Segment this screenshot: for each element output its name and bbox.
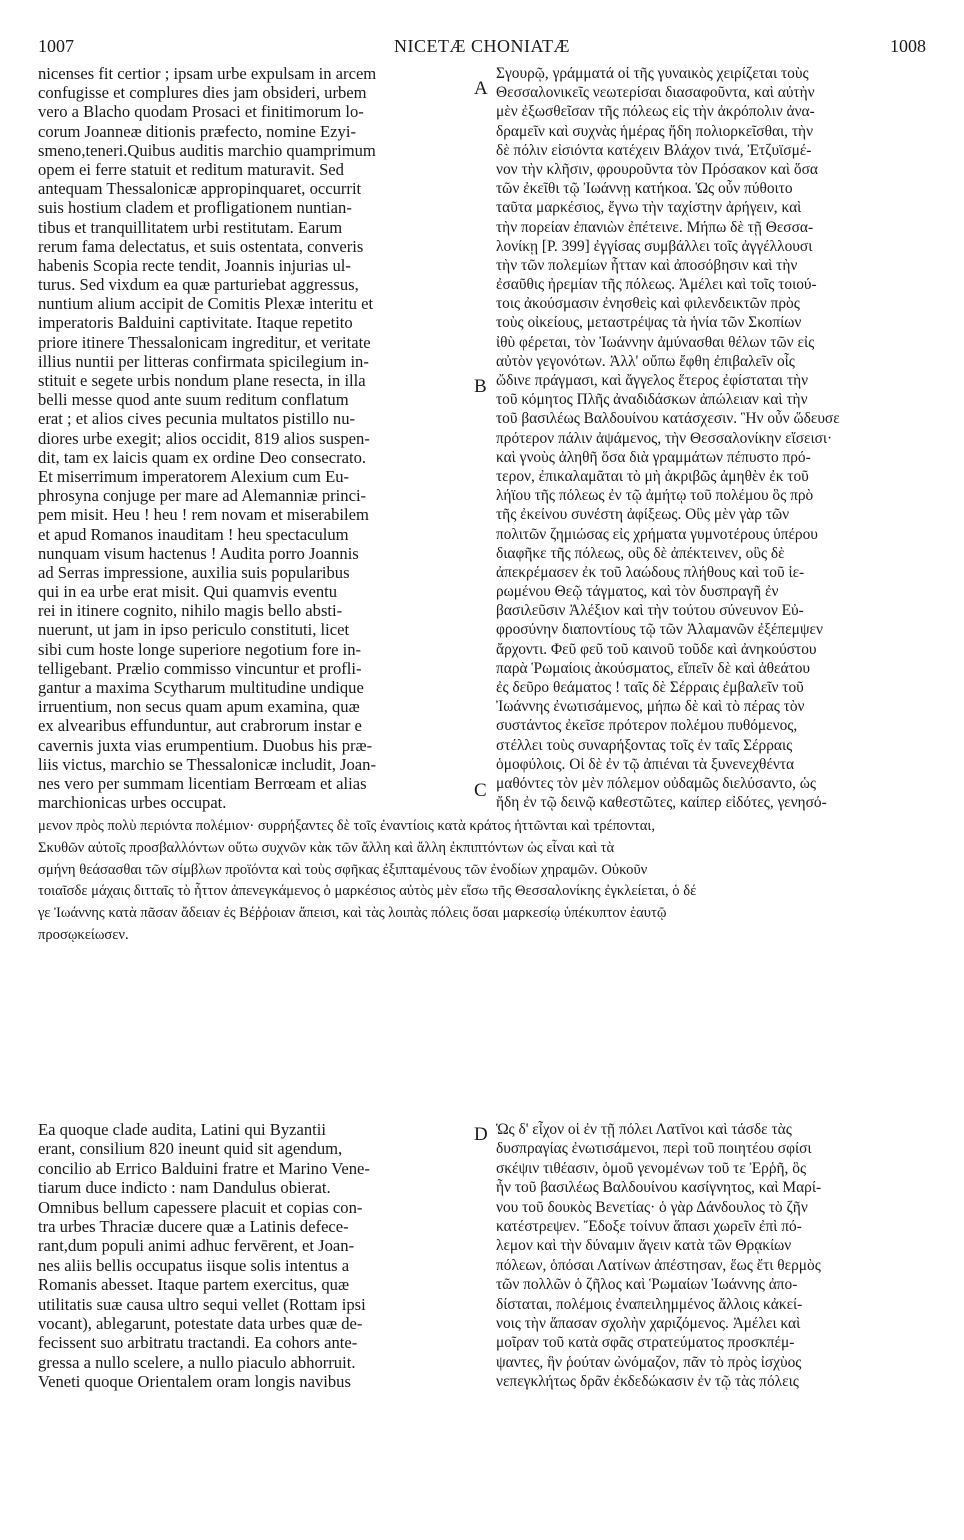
latin-text-line: phrosyna conjuge per mare ad Alemanniæ princi- xyxy=(38,486,367,506)
greek-text-line: ἐσαῦθις ἠρεμίαν τῆς πόλεως. Ἀμέλει καὶ τοῖς τοιού- xyxy=(496,276,817,294)
greek-text-line: Σκυθῶν αὐτοῖς προσβαλλόντων οὕτω συχνῶν κὰκ τῶν ἄλλη καὶ ἄλλη ἐκπιπτόντων ὡς εἶναι καὶ τὰ xyxy=(38,839,615,856)
page-number-right: 1008 xyxy=(890,36,926,56)
latin-text-line: nuntium alium accipit de Comitis Plexæ interitu et xyxy=(38,294,374,314)
latin-text-line: marchionicas urbes occupat. xyxy=(38,793,227,813)
latin-text-line: cavernis juxta vias erumpentium. Duobus his præ- xyxy=(38,735,373,755)
latin-text-line: erant, consilium 820 ineunt quid sit agendum, xyxy=(38,1139,343,1159)
latin-text-line: illius nuntii per litteras confirmata spicilegium in- xyxy=(38,351,369,371)
latin-text-line: nes aliis bellis occupatus iisque solis intentus a xyxy=(38,1255,350,1275)
greek-column-bottom xyxy=(496,1120,928,1391)
latin-text-line: irruentium, non secus quam apum examina, quæ xyxy=(38,697,360,717)
greek-text-line: ἄρχοντι. Φεῦ φεῦ τοῦ καινοῦ τοῦδε καὶ ἀνηκούστου xyxy=(496,640,817,658)
latin-text-line: qui in ea urbe erat misit. Qui quamvis eventu xyxy=(38,582,338,602)
greek-text-line: δυσπραγίας ἐνωτισάμενοι, περὶ τοῦ ποιητέου σφίσι xyxy=(496,1140,812,1158)
greek-text-line: τοιαῖσδε μάχαις διτταῖς τὸ ἧττον ἀπενεγκάμενος ὁ μαρκέσιος αὐτὸς μὲν εἴσω τῆς Θεσσαλονίκης ἐγκλείεται, ὁ δέ xyxy=(38,883,697,900)
latin-text-line: nuerunt, ut jam in ipso periculo constituti, licet xyxy=(38,620,350,640)
greek-text-line: τὴν τῶν πολεμίων ἧτταν καὶ ἀποσόβησιν καὶ τὴν xyxy=(496,256,798,274)
latin-column-top xyxy=(38,64,470,812)
latin-text-line: antequam Thessalonicæ appropinquaret, occurrit xyxy=(38,179,362,199)
greek-text-line: στέλλει τοὺς συναρήξοντας τοῖς ἐν ταῖς Σέρραις xyxy=(496,736,793,754)
greek-text-line: μαθόντες τὸν μὲν πόλεμον οὐδαμῶς διελύσαντο, ὡς xyxy=(496,774,817,792)
greek-text-line: τῆς ἐκείνου συνέστη ἀφίξεως. Οὓς μὲν γὰρ τῶν xyxy=(496,506,790,524)
greek-text-line: ἐς δεῦρο θεάματος ! ταῖς δὲ Σέρραις ἐμβαλεῖν τοῦ xyxy=(496,679,804,696)
greek-text-line: τὴν πορείαν ἐπανιὼν ἐπέτεινε. Μήπω δὲ τῇ Θεσσα- xyxy=(496,218,814,236)
greek-text-line: νον τὴν κλῆσιν, φρουροῦντα τὸν Πρόσακον καὶ ὅσα xyxy=(496,160,818,178)
greek-text-line: γε Ἰωάννης κατὰ πᾶσαν ἄδειαν ἐς Βέῤῥοιαν ἄπεισι, καὶ τὰς λοιπὰς πόλεις ὅσαι μαρκεσίῳ ὑπέκυπτον ἑαυτῷ xyxy=(38,905,667,922)
greek-text-line: τοις ἀκούσμασιν ἐνησθεὶς καὶ φιλενδεικτῶν πρὸς xyxy=(496,295,800,313)
latin-text-line: gressa a nullo scelere, a nullo piaculo abhorruit. xyxy=(38,1352,356,1372)
latin-text-line: Ea quoque clade audita, Latini qui Byzantii xyxy=(38,1120,326,1139)
latin-text-line: nunquam visum hactenus ! Audita porro Joannis xyxy=(38,543,359,563)
greek-text-line: νοις τὴν ἅπασαν σχολὴν χαριζόμενος. Ἀμέλει καὶ xyxy=(496,1314,801,1332)
latin-text-line: nicenses fit certior ; ipsam urbe expulsam in arcem xyxy=(38,64,377,83)
latin-text-line: imperatoris Balduini captivitate. Itaque repetito xyxy=(38,313,353,333)
latin-text-line: erat ; et alios cives pecunia multatos pistillo nu- xyxy=(38,409,356,429)
section-marker-d: D xyxy=(474,1124,488,1145)
greek-text-line: λεμον καὶ τὴν δύναμιν ἄγειν κατὰ τῶν Θρᾳκίων xyxy=(496,1237,792,1255)
latin-text-line: dit, tam ex laicis quam ex ordine Deo consecrato. xyxy=(38,447,367,467)
greek-text-line: πολιτῶν ζημιώσας εἰς χρήματα γυμνοτέρους ὑπέρου xyxy=(496,525,818,543)
latin-text-line: Veneti quoque Orientalem oram longis navibus xyxy=(38,1372,351,1392)
greek-full-width-paragraph xyxy=(38,816,928,947)
greek-text-line: αὐτὸν γεγονότων. Ἀλλ' οὔπω ἔφθη ἐπιβαλεῖν οἷς xyxy=(496,352,795,370)
greek-text-line: τοὺς οἰκείους, μεταστρέψας τὰ ἡνία τῶν Σκοπίων xyxy=(496,314,802,332)
greek-text-line: λήϊου τῆς πόλεως ἐν τῷ ἀμήτῳ τοῦ πολέμου ὃς πρὸ xyxy=(496,487,814,505)
greek-column-top xyxy=(496,64,928,812)
latin-text-line: pem misit. Heu ! heu ! rem novam et miserabilem xyxy=(38,505,369,525)
latin-text-line: concilio ab Errico Balduini fratre et Marino Vene- xyxy=(38,1158,370,1178)
greek-text-line: ἦν τοῦ βασιλέως Βαλδουίνου κασίγνητος, καὶ Μαρί- xyxy=(496,1179,822,1197)
latin-text-line: confugisse et complures dies jam obsideri, urbem xyxy=(38,83,367,103)
section-marker-a: A xyxy=(474,78,488,99)
greek-text-line: ἰθὺ φέρεται, τὸν Ἰωάννην ἀμύνασθαι θέλων τῶν εἰς xyxy=(496,333,815,351)
greek-text-line: μενον πρὸς πολὺ περιόντα πολέμιον· συρρήξαντες δὲ τοῖς ἐναντίοις κατὰ κράτος ἡττῶνται καὶ τρέπονται, xyxy=(38,818,655,834)
greek-text-line: μὲν ἐξωσθεῖσαν τῆς πόλεως εἰς τὴν ἀκρόπολιν ἀνα- xyxy=(496,103,815,121)
greek-text-line: δίσταται, πολέμοις ἐναπειλημμένος ἄλλοις κἀκεί- xyxy=(496,1295,803,1313)
greek-text-line: ὁμοφύλοις. Οἱ δὲ ἐν τῷ ἀπιέναι τὰ ξυνενεχθέντα xyxy=(496,755,795,773)
greek-text-line: ψαντες, ἣν ῥούταν ὠνόμαζον, πᾶν τὸ πρὸς ἰσχὺος xyxy=(496,1353,802,1371)
greek-text-line: νου τοῦ δουκὸς Βενετίας· ὁ γὰρ Δάνδουλος τὸ ζῆν xyxy=(496,1198,808,1216)
greek-text-line: καὶ γνοὺς ἀληθῆ ὅσα διὰ γραμμάτων πέπυστο πρό- xyxy=(496,448,811,466)
latin-text-line: sibi cum hoste longe superiore negotium fore in- xyxy=(38,639,362,659)
latin-text-line: ad Serras impressione, auxilia suis popularibus xyxy=(38,562,350,582)
greek-text-line: νεπεγκλήτως δρᾶν ἐκδεδώκασιν ἐν τῷ τὰς πόλεις xyxy=(496,1373,799,1391)
latin-text-line: opem ei ferre statuit et reditum maturavit. Sed xyxy=(38,159,344,179)
latin-text-line: utilitatis suæ causa ultro sequi vellet (Rottam ipsi xyxy=(38,1294,366,1314)
greek-text-line: προσῳκείωσεν. xyxy=(38,926,129,943)
greek-text-line: δὲ πόλιν εἰσιόντα κατέχειν Βλάχον τινά, Ἐτζυϊσμέ- xyxy=(496,141,812,159)
greek-text-line: ἤδη ἐν τῷ δεινῷ καθεστῶτες, καίπερ εἰδότες, γενησό- xyxy=(496,794,827,812)
greek-text-line: τῶν ἐκεῖθι τῷ Ἰωάννῃ κατήκοα. Ὡς οὖν πύθοιτο xyxy=(496,180,793,198)
latin-text-line: rerum fama delectatus, et suis ostentata, converis xyxy=(38,236,364,256)
greek-text-line: κατέστρεψεν. Ἔδοξε τοίνυν ἅπασι χωρεῖν ἐπὶ πό- xyxy=(496,1217,802,1235)
greek-text-line: μοῖραν τοῦ κατὰ σφᾶς στρατεύματος προσκπέμ- xyxy=(496,1334,795,1352)
latin-text-line: rei in itinere cognito, nihilo magis bello absti- xyxy=(38,601,343,621)
latin-text-line: suis hostium cladem et profligationem nuntian- xyxy=(38,198,352,218)
latin-text-line: tra urbes Thraciæ ducere quæ a Latinis defece- xyxy=(38,1216,349,1236)
greek-text-line: φροσύνην διαποντίους τῷ τῶν Ἀλαμανῶν ἐξέπεμψεν xyxy=(496,621,823,639)
greek-text-line: σμήνη θεάσασθαι τῶν σίμβλων προϊόντα καὶ τοὺς σφῆκας ἐξιπταμένους τῶν ἐνοδίων χηραμῶν. Οὐκοῦν xyxy=(38,861,648,878)
greek-text-line: ἀπεκρέμασεν ἐκ τοῦ λαώδους πλήθους καὶ τοῦ ἱε- xyxy=(496,563,805,581)
greek-text-line: παρὰ Ῥωμαίοις ἀκούσματος, εἴπεῖν δὲ καὶ ἀθεάτου xyxy=(496,659,811,677)
latin-text-line: Omnibus bellum capessere placuit et copias con- xyxy=(38,1197,363,1217)
latin-text-line: corum Joanneæ ditionis præfecto, nomine Ezyi- xyxy=(38,121,356,141)
latin-text-line: liis victus, marchio se Thessalonicæ includit, Joan- xyxy=(38,754,376,774)
page-header xyxy=(38,36,926,60)
greek-text-line: Ἰωάννης ἐνωτισάμενος, μήπω δὲ καὶ τὸ πέρας τὸν xyxy=(496,698,805,716)
latin-text-line: Et miserrimum imperatorem Alexium cum Eu- xyxy=(38,466,350,486)
greek-text-line: πόλεων, ὁπόσαι Λατίνων ἀπέστησαν, ἕως ἔτι θερμὸς xyxy=(496,1256,821,1274)
greek-text-line: συστάντος ἐκεῖσε πρότερον πολέμου πυθόμενος, xyxy=(496,717,798,735)
greek-text-line: τοῦ κόμητος Πλῆς ἀναδιδάσκων ἀπώλειαν καὶ τὴν xyxy=(496,391,808,409)
greek-text-line: δραμεῖν καὶ συχνὰς ἡμέρας ἤδη πολιορκεῖσθαι, τὴν xyxy=(496,122,814,140)
latin-column-bottom xyxy=(38,1120,470,1391)
latin-text-line: rant,dum populi animi adhuc fervērent, et Joan- xyxy=(38,1236,355,1256)
greek-text-line: βασιλεῦσιν Ἀλέξιον καὶ τὴν τούτου σύνευνον Εὐ- xyxy=(496,602,804,620)
latin-text-line: vocant), ablegarunt, potestate data urbes quæ de- xyxy=(38,1313,363,1333)
greek-text-line: λονίκῃ [P. 399] ἐγγίσας συμβάλλει τοῖς ἀγγέλλουσι xyxy=(496,237,813,255)
latin-text-line: nes vero per summam licentiam Berrœam et alias xyxy=(38,773,367,793)
latin-text-line: priore itinere Thessalonicam ingreditur, et veritate xyxy=(38,332,371,352)
greek-text-line: διαφῆκε τῆς πόλεως, οὓς δὲ ἀπέκτεινεν, οὓς δὲ xyxy=(496,544,785,562)
latin-text-line: et apud Romanos inauditam ! heu spectaculum xyxy=(38,524,349,544)
greek-text-line: ὤδινε πράγμασι, καὶ ἄγγελος ἕτερος ἐφίσταται τὴν xyxy=(496,372,809,389)
greek-text-line: Θεσσαλονικεῖς νεωτερίσαι διασαφοῦντα, καὶ αὐτὴν xyxy=(496,84,815,102)
latin-text-line: fecissent suo arbitratu tractandi. Ea cohors ante- xyxy=(38,1333,358,1353)
latin-text-line: gantur a maxima Scytharum multitudine undique xyxy=(38,678,364,697)
latin-text-line: tiarum duce indicto : nam Dandulus obierat. xyxy=(38,1178,331,1198)
page-number-left: 1007 xyxy=(38,36,74,56)
greek-text-line: σκέψιν τιθέασιν, ὁμοῦ γενομένων τοῦ τε Ἐρῥῆ, ὃς xyxy=(496,1159,807,1177)
greek-text-line: τῶν πολλῶν ὁ ζῆλος καὶ Ῥωμαίων Ἰωάννης ἀπο- xyxy=(496,1276,798,1294)
section-marker-b: B xyxy=(474,376,487,397)
running-title: NICETÆ CHONIATÆ xyxy=(394,36,570,56)
greek-text-line: τερον, ἐπικαλαμᾶται τὸ μὴ ἀκριβῶς ἀμηθὲν ἐκ τοῦ xyxy=(496,467,809,485)
greek-text-line: ταῦτα μαρκέσιος, ἔγνω τὴν ταχίστην ἀρήγειν, καὶ xyxy=(496,199,802,217)
latin-text-line: stituit e segete urbis nondum plane resecta, in illa xyxy=(38,371,366,390)
latin-text-line: habenis Scopia recte tendit, Joannis injurias ul- xyxy=(38,255,351,275)
greek-text-line: Ὡς δ' εἶχον οἱ ἐν τῇ πόλει Λατῖνοι καὶ τάσδε τὰς xyxy=(496,1121,792,1138)
latin-text-line: smeno,teneri.Quibus auditis marchio quamprimum xyxy=(38,140,376,160)
latin-text-line: Romanis abesset. Itaque partem exercitus, quæ xyxy=(38,1275,350,1295)
latin-text-line: diores urbe exegit; alios occidit, 819 alios suspen- xyxy=(38,428,370,448)
greek-text-line: ρωμένου Θεῷ τάγματος, καὶ τὸν δυσπραγῆ ἐν xyxy=(496,583,779,601)
latin-text-line: tibus et tranquillitatem urbi restitutam. Earum xyxy=(38,217,343,237)
greek-text-line: τοῦ βασιλέως Βαλδουίνου κατάσχεσιν. Ἣν οὖν ὥδευσε xyxy=(496,410,840,428)
section-marker-c: C xyxy=(474,780,487,801)
latin-text-line: belli messe quod ante suum reditum conflatum xyxy=(38,390,349,410)
latin-text-line: ex alvearibus effunduntur, aut crabrorum instar e xyxy=(38,716,362,736)
latin-text-line: vero a Blacho quodam Prosaci et finitimorum lo- xyxy=(38,102,364,122)
greek-text-line: Σγουρῷ, γράμματά οἱ τῆς γυναικὸς χειρίζεται τοὺς xyxy=(496,65,809,82)
greek-text-line: πρότερον πάλιν ἀψάμενος, τὴν Θεσσαλονίκην εἴσεισι· xyxy=(496,429,833,447)
latin-text-line: telligebant. Prælio commisso vincuntur et profli- xyxy=(38,658,362,678)
latin-text-line: turus. Sed vixdum ea quæ parturiebat aggressus, xyxy=(38,275,359,295)
